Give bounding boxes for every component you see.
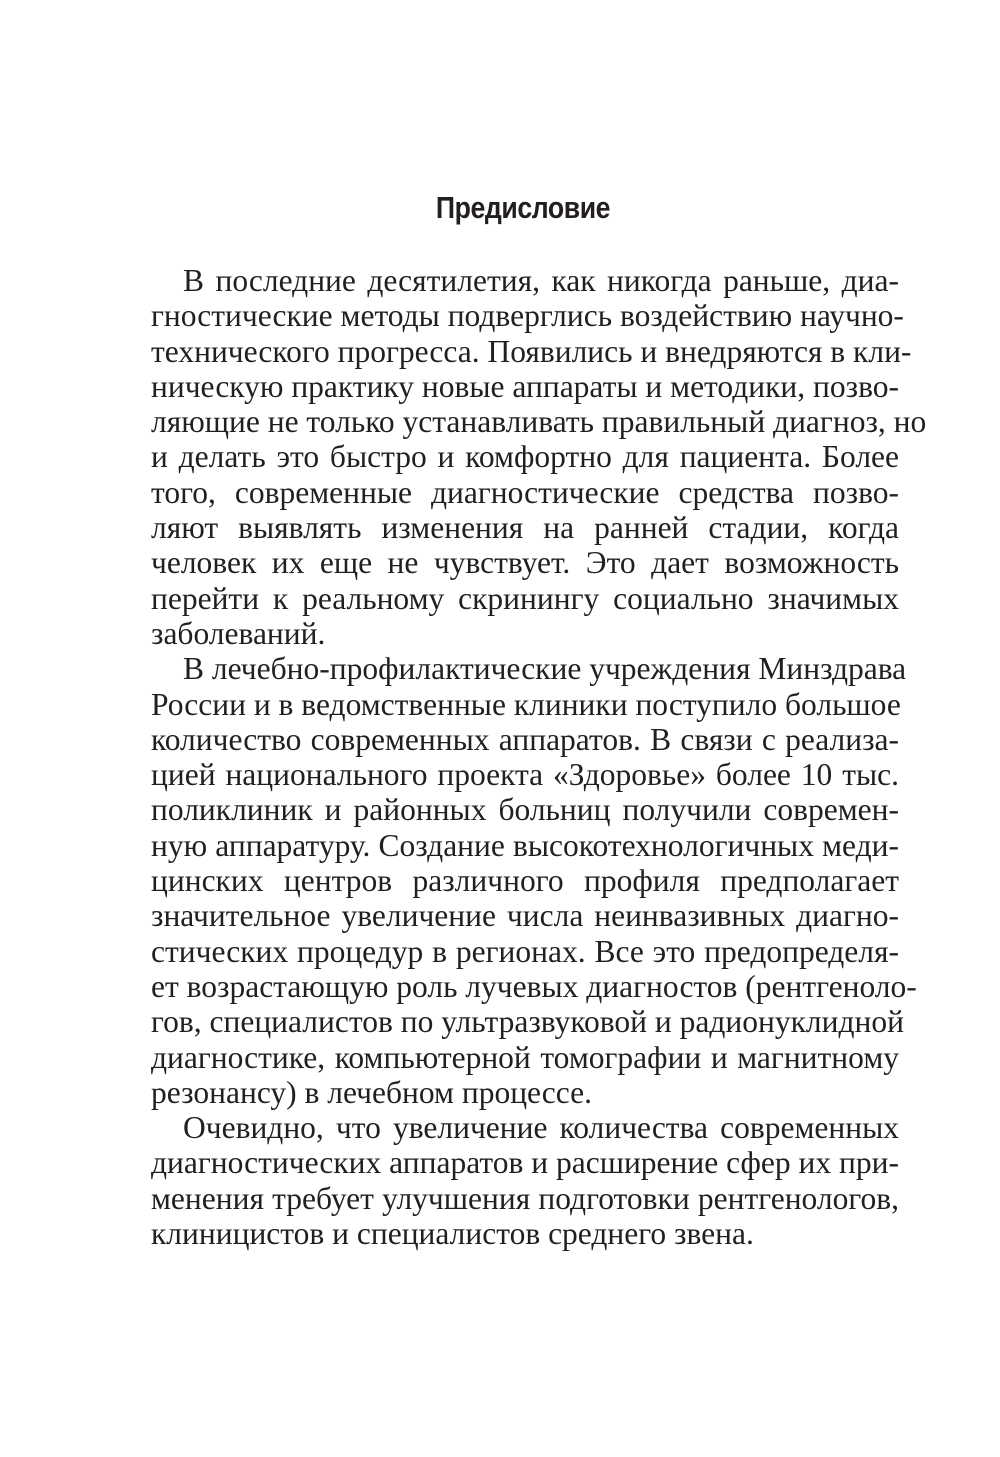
text-line: ляют выявлять изменения на ранней стадии, когда bbox=[151, 510, 899, 546]
text-line: заболеваний. bbox=[151, 615, 326, 651]
text-line: и делать это быстро и комфортно для пациента. Более bbox=[151, 439, 899, 475]
paragraph bbox=[151, 263, 927, 651]
text-line: диагностических аппаратов и расширение сфер их при- bbox=[151, 1145, 899, 1181]
text-line: того, современные диагностические средства позво- bbox=[151, 474, 899, 510]
text-line: стических процедур в регионах. Все это предопределя- bbox=[151, 933, 899, 969]
text-line: В лечебно-профилактические учреждения Минздрава bbox=[183, 651, 907, 687]
text-line: ляющие не только устанавливать правильный диагноз, но bbox=[151, 404, 927, 440]
paragraph bbox=[151, 1110, 899, 1251]
text-line: В последние десятилетия, как никогда раньше, диа- bbox=[183, 263, 899, 298]
text-line: гностические методы подверглись воздействию научно- bbox=[151, 298, 904, 334]
text-line: менения требует улучшения подготовки рентгенологов, bbox=[151, 1180, 899, 1216]
page-title: Предисловие bbox=[435, 190, 611, 225]
body-text bbox=[151, 263, 927, 1252]
text-line: цинских центров различного профиля предполагает bbox=[151, 863, 899, 899]
text-line: гов, специалистов по ультразвуковой и радионуклидной bbox=[151, 1004, 904, 1040]
text-line: человек их еще не чувствует. Это дает возможность bbox=[151, 545, 899, 581]
text-line: ническую практику новые аппараты и методики, позво- bbox=[151, 368, 899, 404]
text-line: цией национального проекта «Здоровье» более 10 тыс. bbox=[151, 757, 899, 793]
text-line: клиницистов и специалистов среднего звена. bbox=[151, 1216, 754, 1252]
text-line: поликлиник и районных больниц получили современ- bbox=[151, 792, 899, 828]
text-line: технического прогресса. Появились и внедряются в кли- bbox=[151, 333, 912, 369]
text-line: Очевидно, что увеличение количества современных bbox=[183, 1110, 899, 1146]
text-line: ную аппаратуру. Создание высокотехнологичных меди- bbox=[151, 827, 899, 863]
text-line: значительное увеличение числа неинвазивных диагно- bbox=[151, 898, 899, 934]
text-line: резонансу) в лечебном процессе. bbox=[151, 1074, 593, 1110]
paragraph bbox=[151, 651, 917, 1110]
text-line: перейти к реальному скринингу социально значимых bbox=[151, 580, 899, 616]
text-line: диагностике, компьютерной томографии и магнитному bbox=[151, 1039, 899, 1075]
text-line: количество современных аппаратов. В связи с реализа- bbox=[151, 721, 899, 757]
text-line: ет возрастающую роль лучевых диагностов (рентгеноло- bbox=[151, 968, 917, 1004]
text-line: России и в ведомственные клиники поступило большое bbox=[151, 686, 901, 722]
